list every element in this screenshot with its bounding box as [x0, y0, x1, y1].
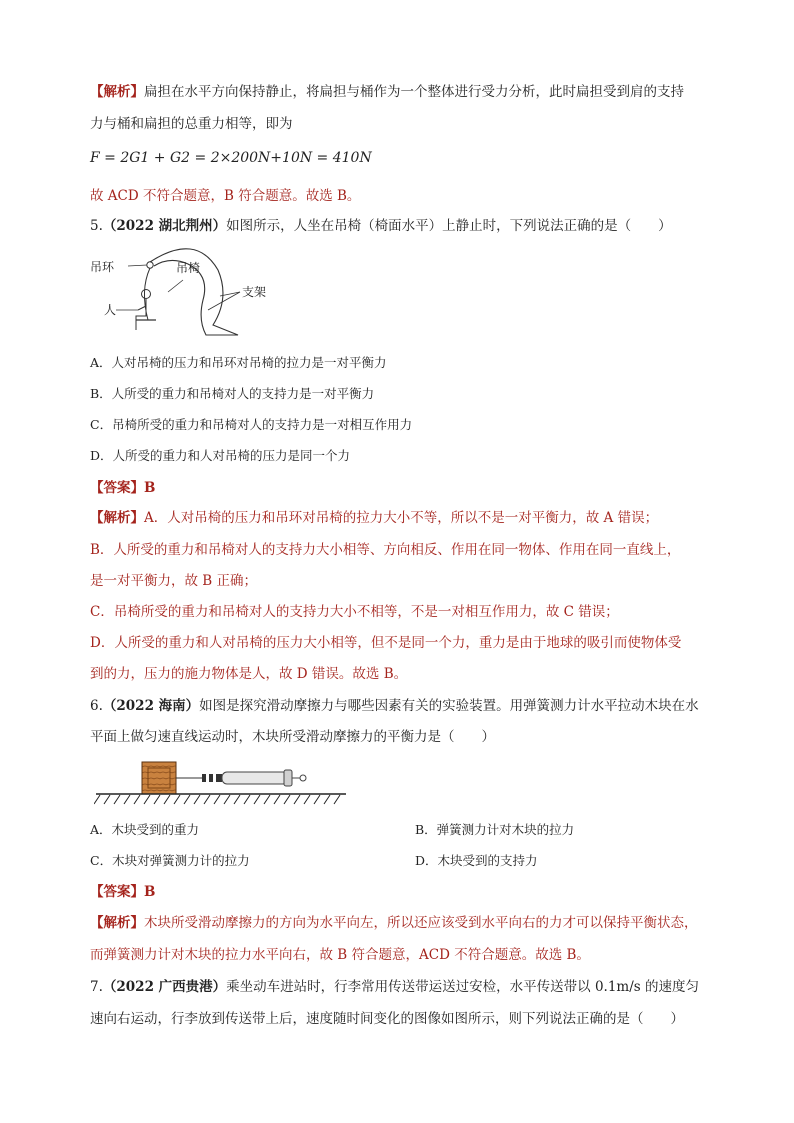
q6-source: （2022 海南） [102, 698, 200, 714]
q6-option-d: D．木块受到的支持力 [415, 853, 538, 868]
q6-stem-1: 6.（2022 海南）如图是探究滑动摩擦力与哪些因素有关的实验装置。用弹簧测力计水平拉动木块在水 [90, 698, 699, 714]
q7-stem-2: 速向右运动，行李放到传送带上后，速度随时间变化的图像如图所示，则下列说法正确的是（ ） [90, 1011, 684, 1027]
q5-stem: 5.（2022 湖北荆州）如图所示，人坐在吊椅（椅面水平）上静止时，下列说法正确的是（ ） [90, 218, 672, 234]
chair-label-line [168, 280, 183, 292]
q5-analysis-6: 到的力，压力的施力物体是人，故 D 错误。故选 B。 [90, 666, 408, 682]
q5-analysis-1: 【解析】A．人对吊椅的压力和吊环对吊椅的拉力大小不等，所以不是一对平衡力，故 A 错误； [90, 510, 659, 526]
q5-analysis-4: C．吊椅所受的重力和吊椅对人的支持力大小不相等，不是一对相互作用力，故 C 错误； [90, 604, 619, 620]
q5-source: （2022 湖北荆州） [102, 218, 227, 234]
spring-scale-body [222, 772, 288, 784]
q5-option-d: D．人所受的重力和人对吊椅的压力是同一个力 [90, 448, 351, 463]
q5-analysis-2: B．人所受的重力和吊椅对人的支持力大小相等、方向相反、作用在同一物体、作用在同一直线上， [90, 542, 681, 558]
analysis-tag: 【解析】 [90, 84, 144, 100]
spring-scale-cap [284, 770, 292, 786]
label-ring: 吊环 [90, 260, 115, 274]
label-person: 人 [104, 303, 117, 317]
p1-formula: F = 2G1 + G2 = 2×200N+10N = 410N [90, 150, 372, 166]
q6-figure [94, 758, 348, 810]
ring-label-line [128, 265, 147, 266]
q5-analysis-3: 是一对平衡力，故 B 正确； [90, 573, 258, 589]
scale-hook-end [202, 774, 222, 782]
frame-label-line-2 [208, 292, 240, 310]
q6-analysis-1: 【解析】木块所受滑动摩擦力的方向为水平向左，所以还应该受到水平向右的力才可以保持平衡状态， [90, 915, 698, 931]
p1-line1: 【解析】扁担在水平方向保持静止，将扁担与桶作为一个整体进行受力分析，此时扁担受到肩的支持 [90, 84, 684, 100]
q7-source: （2022 广西贵港） [102, 979, 227, 995]
spring-scale-ring [300, 775, 306, 781]
label-frame: 支架 [242, 285, 267, 299]
p1-line2: 力与桶和扁担的总重力相等，即为 [90, 116, 293, 132]
q6-answer: 【答案】B [90, 884, 156, 900]
q6-option-c: C．木块对弹簧测力计的拉力 [90, 853, 250, 868]
q7-stem-1: 7.（2022 广西贵港）乘坐动车进站时，行李常用传送带运送过安检，水平传送带以 0.1m/s 的速度匀 [90, 979, 700, 995]
label-chair: 吊椅 [176, 261, 201, 275]
q6-option-a: A．木块受到的重力 [90, 822, 200, 837]
q5-option-b: B．人所受的重力和吊椅对人的支持力是一对平衡力 [90, 386, 375, 401]
q5-answer: 【答案】B [90, 480, 156, 496]
q6-option-b: B．弹簧测力计对木块的拉力 [415, 822, 575, 837]
ring-shape [147, 262, 153, 268]
q5-option-a: A．人对吊椅的压力和吊环对吊椅的拉力是一对平衡力 [90, 355, 387, 370]
q5-figure [88, 240, 288, 345]
ground-hatch [94, 795, 340, 804]
person-head [142, 290, 151, 299]
q6-stem-2: 平面上做匀速直线运动时，木块所受滑动摩擦力的平衡力是（ ） [90, 729, 495, 745]
q5-option-c: C．吊椅所受的重力和吊椅对人的支持力是一对相互作用力 [90, 417, 413, 432]
q5-analysis-5: D．人所受的重力和人对吊椅的压力大小相等，但不是同一个力，重力是由于地球的吸引而使物体受 [90, 635, 682, 651]
q6-analysis-2: 而弹簧测力计对木块的拉力水平向右，故 B 符合题意，ACD 不符合题意。故选 B。 [90, 947, 590, 963]
chair-rope [144, 268, 150, 320]
p1-conclusion: 故 ACD 不符合题意，B 符合题意。故选 B。 [90, 188, 361, 204]
wood-block [142, 762, 176, 794]
